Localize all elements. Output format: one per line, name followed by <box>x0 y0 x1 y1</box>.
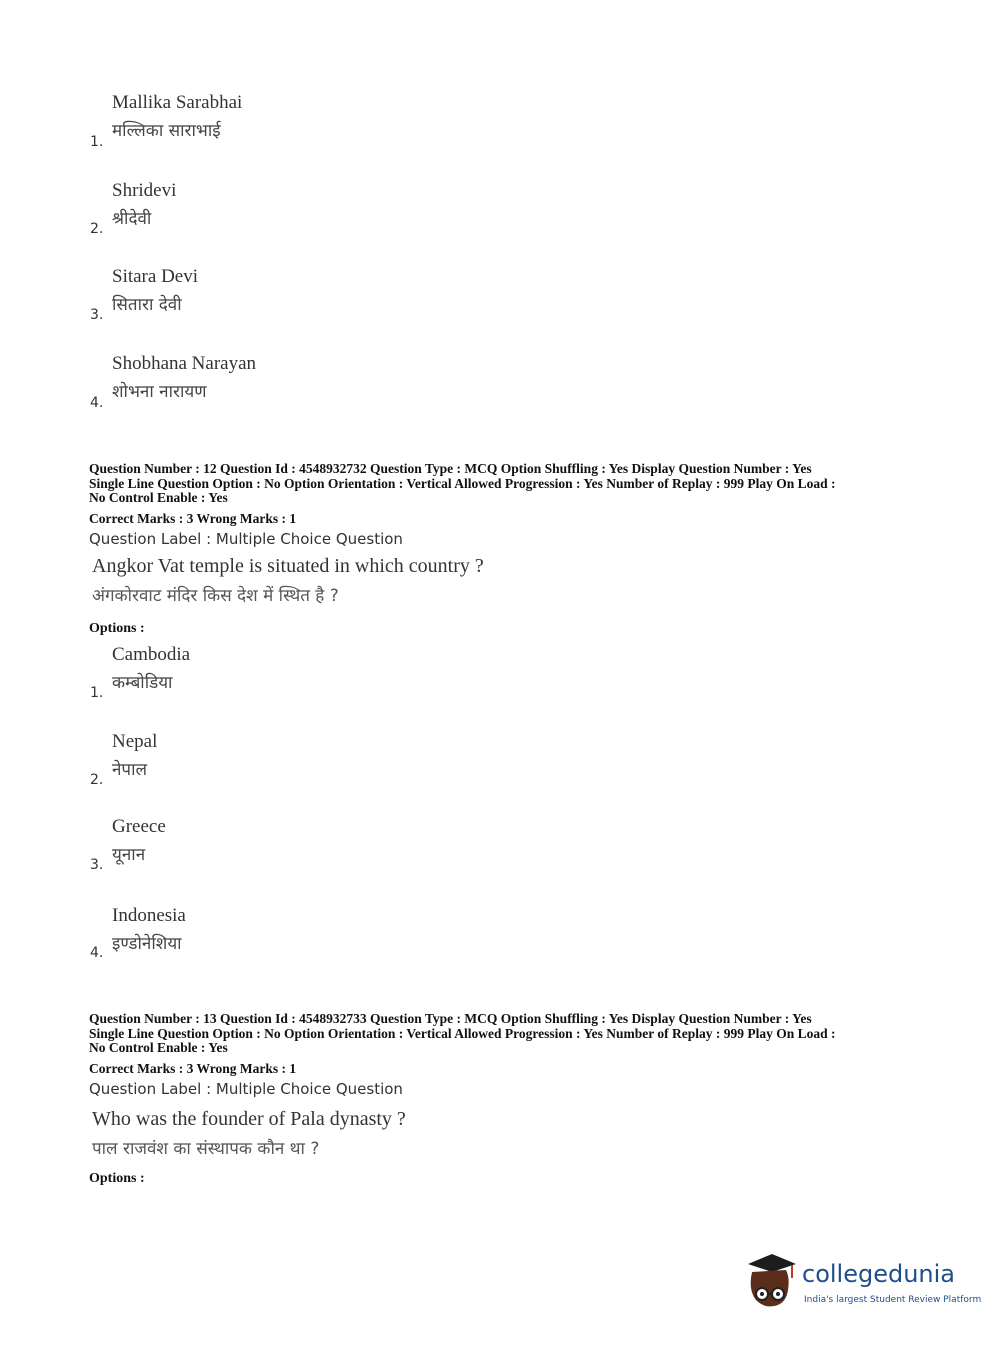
brand-tagline: India's largest Student Review Platform <box>804 1295 982 1305</box>
option-number: 2. <box>90 221 104 237</box>
option-text-en: Mallika Sarabhai <box>112 92 243 113</box>
mascot-icon <box>742 1250 800 1312</box>
option-number: 3. <box>90 307 104 323</box>
option-number: 1. <box>90 134 104 150</box>
option-text-hi: नेपाल <box>112 760 148 780</box>
option-text-en: Shobhana Narayan <box>112 353 257 374</box>
option-text-en: Cambodia <box>112 644 191 665</box>
question-marks: Correct Marks : 3 Wrong Marks : 1 <box>89 1061 297 1076</box>
option-text-en: Nepal <box>112 731 158 752</box>
option-text-hi: कम्बोडिया <box>112 673 173 693</box>
option-text-hi: सितारा देवी <box>112 295 182 315</box>
meta-line: Question Number : 13 Question Id : 4548932733 Question Type : MCQ Option Shuffling : Yes Display Question Number : Yes <box>89 1011 812 1026</box>
question-text-en: Angkor Vat temple is situated in which country ? <box>92 555 484 577</box>
option-number: 4. <box>90 945 104 961</box>
question-label: Question Label : Multiple Choice Question <box>89 530 403 548</box>
option-text-hi: इण्डोनेशिया <box>112 934 182 954</box>
collegedunia-logo <box>742 1250 982 1320</box>
question-text-hi: पाल राजवंश का संस्थापक कौन था ? <box>92 1139 320 1159</box>
option-text-hi: शोभना नारायण <box>112 382 207 402</box>
question-label: Question Label : Multiple Choice Question <box>89 1080 403 1098</box>
question-text-en: Who was the founder of Pala dynasty ? <box>92 1108 406 1130</box>
option-text-hi: श्रीदेवी <box>112 209 152 229</box>
question-marks: Correct Marks : 3 Wrong Marks : 1 <box>89 511 297 526</box>
options-label: Options : <box>89 621 145 636</box>
meta-line: No Control Enable : Yes <box>89 490 228 505</box>
option-text-en: Indonesia <box>112 905 186 926</box>
meta-line: Question Number : 12 Question Id : 4548932732 Question Type : MCQ Option Shuffling : Yes Display Question Number : Yes <box>89 461 812 476</box>
option-number: 3. <box>90 857 104 873</box>
option-text-en: Sitara Devi <box>112 266 199 287</box>
option-text-hi: मल्लिका साराभाई <box>112 121 221 141</box>
meta-line: Single Line Question Option : No Option Orientation : Vertical Allowed Progression : Yes Number of Replay : 999 Play On Load : <box>89 1025 836 1041</box>
option-text-en: Shridevi <box>112 180 177 201</box>
option-number: 4. <box>90 395 104 411</box>
option-text-hi: यूनान <box>112 845 146 865</box>
option-text-en: Greece <box>112 816 166 837</box>
meta-line: Single Line Question Option : No Option Orientation : Vertical Allowed Progression : Yes Number of Replay : 999 Play On Load : <box>89 475 836 491</box>
question-meta <box>89 462 919 506</box>
option-number: 1. <box>90 685 104 701</box>
meta-line: No Control Enable : Yes <box>89 1040 228 1055</box>
brand-name: collegedunia <box>802 1260 956 1288</box>
question-meta <box>89 1012 919 1056</box>
options-label: Options : <box>89 1171 145 1186</box>
question-text-hi: अंगकोरवाट मंदिर किस देश में स्थित है ? <box>92 586 339 606</box>
option-number: 2. <box>90 772 104 788</box>
